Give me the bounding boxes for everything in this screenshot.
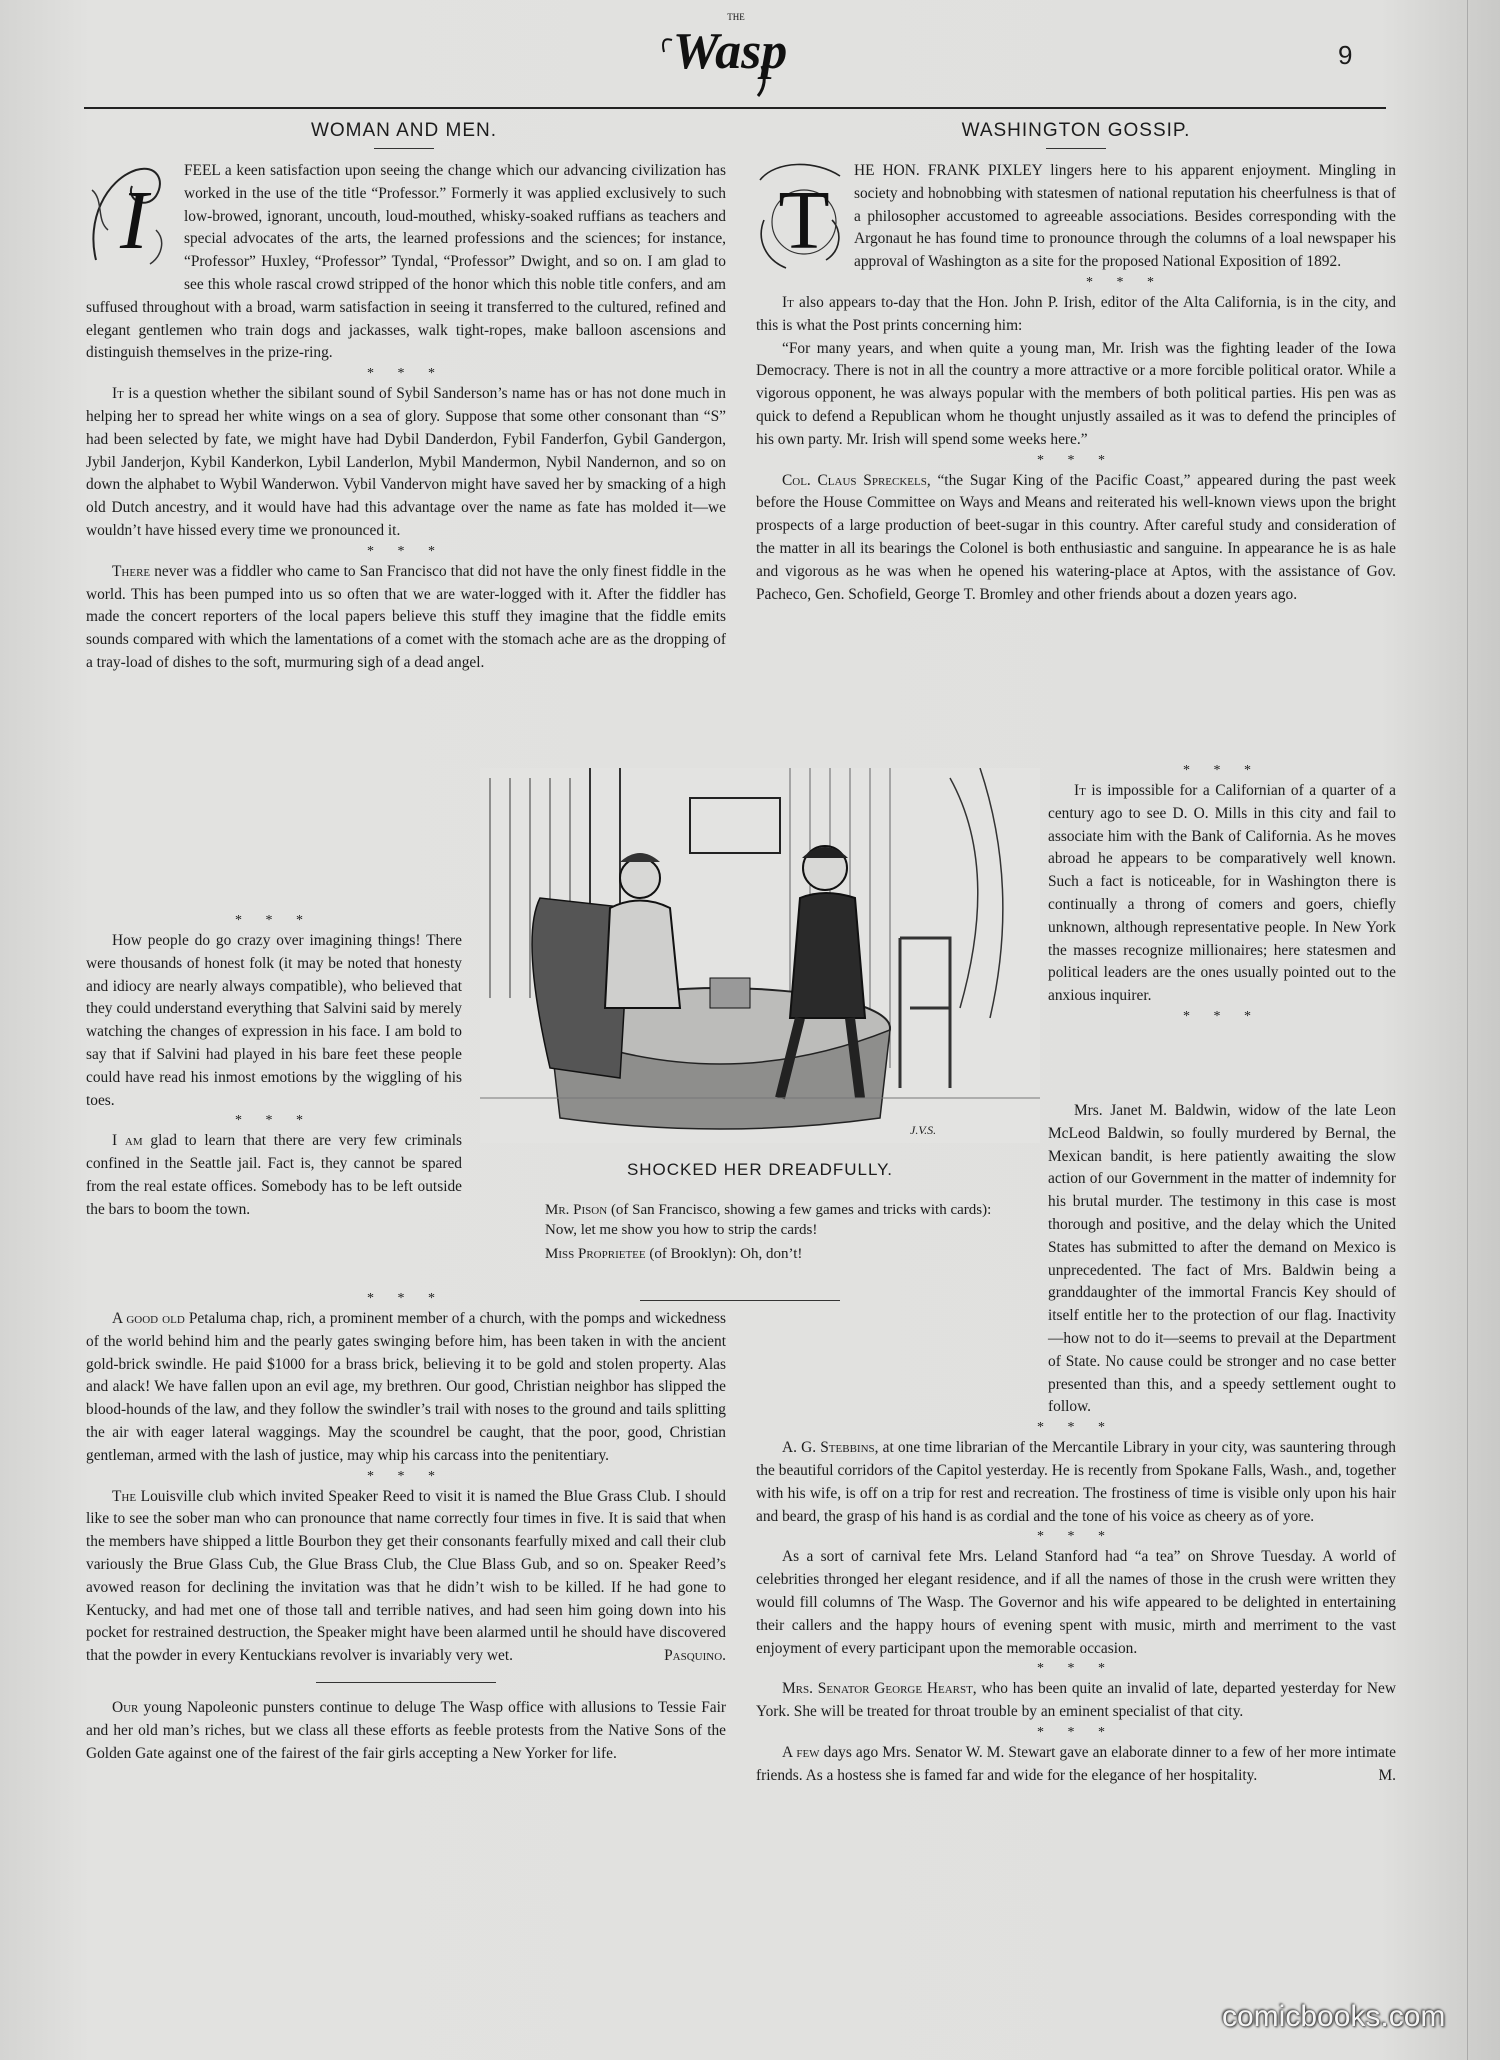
section-stars: * * * (1037, 1661, 1115, 1677)
paragraph: Mrs. Janet M. Baldwin, widow of the late Leon McLeod Baldwin, so foully murdered by Bernal, the Mexican bandit, is here patiently awaiting the slow action of our Government in the matter of indemnity for his brutal murder. The testimony in this case is most thorough and positive, and the delay which the United States has submitted to after the demand on Mexico is unprecedented. The fact of Mrs. Baldwin being a granddaughter of the immortal Francis Key should of itself entitle her to the protection of our flag. Inactivity—how not to do it—seems to prevail at the Department of State. No cause could be stronger and no case better presented than this, and a speedy settlement ought to follow. (1048, 1102, 1396, 1416)
right-column-lower (756, 1100, 1396, 1788)
section-stars: * * * (1037, 1529, 1115, 1545)
svg-text:I: I (120, 174, 148, 267)
svg-text:T: T (778, 174, 830, 267)
section-stars: * * * (1037, 1420, 1115, 1436)
svg-text:J.V.S.: J.V.S. (910, 1123, 937, 1137)
section-stars: * * * (235, 1113, 313, 1129)
watermark-text: comicbooks.com (1222, 2000, 1446, 2033)
wasp-masthead-logo (650, 6, 810, 98)
paragraph: It is impossible for a Californian of a quarter of a century ago to see D. O. Mills in this city and fail to associate him with the Bank of California. As he moves abroad he appears to be comparatively well known. Such a fact is noticeable, for in Washington there is continually a throng of comers and goers, chiefly unknown, although representative people. In New York the masses recognize millionaires; here statesmen and political leaders are the ones usually pointed out to the anxious inquirer. (1048, 782, 1396, 1005)
section-stars: * * * (1183, 763, 1261, 778)
paragraph: Mrs. Senator George Hearst, who has been quite an invalid of late, departed yesterday for New York. She will be treated for throat trouble by an eminent specialist of that city. (756, 1680, 1396, 1721)
paragraph: HE HON. FRANK PIXLEY lingers here to his apparent enjoyment. Mingling in society and hobnobbing with statesmen of national reputation his cheerfulness is that of a philosopher accustomed to agreeable associations. Besides corresponding with the Argonaut he has found time to pronounce through the columns of a loal newspaper his approval of Washington as a site for the proposed National Exposition of 1892. (854, 162, 1396, 271)
paragraph: The Louisville club which invited Speaker Reed to visit it is named the Blue Grass Club. I should like to see the sober man who can pronounce that name correctly four times in five. It is said that when the members have shipped a little Bourbon they get their consonants fearfully mixed and call their club variously the Brue Glass Cub, the Glue Brass Club, the Clue Blass Gub, and so on. Speaker Reed’s avowed reason for declining the invitation was that he didn’t wish to be killed. If he had gone to Kentucky, and had met one of those tall and terrible natives, and had seen him going down into his pocket for restrained destruction, the Speaker might have been alarmed until he should have discovered that the powder in every Kentuckians revolver is invariably very wet. Pasquino. (86, 1486, 726, 1668)
section-stars: * * * (1037, 452, 1115, 468)
paragraph: How people do go crazy over imagining things! There were thousands of honest folk (it may be noted that honesty and idiocy are nearly always compatible), who believed that they could understand everything that Salvini said by merely watching the changes of expression in his face. I am bold to say that if Salvini had played in his bare feet these people could have read his inmost emotions by the wiggling of his toes. (86, 932, 462, 1109)
illustration-card-game (480, 768, 1040, 1143)
section-stars: * * * (235, 913, 313, 928)
header-rule (84, 107, 1386, 109)
page-edge-line (1467, 0, 1468, 2060)
section-title-washington-gossip: WASHINGTON GOSSIP. (756, 120, 1396, 149)
paragraph: A few days ago Mrs. Senator W. M. Stewart gave an elaborate dinner to a few of her more intimate friends. As a hostess she is famed far and wide for the elegance of her hospitality. M. (756, 1742, 1396, 1788)
paragraph: It also appears to-day that the Hon. John P. Irish, editor of the Alta California, is in the city, and this is what the Post prints concerning him: (756, 293, 1396, 334)
section-stars: * * * (1037, 1724, 1115, 1740)
dialogue-line: Miss Proprietee (of Brooklyn): Oh, don’t! (545, 1246, 803, 1262)
section-stars: * * * (367, 366, 445, 382)
svg-text:THE: THE (727, 12, 745, 22)
ornamental-initial-i (86, 160, 174, 272)
right-column-upper (756, 160, 1396, 606)
signature-pasquino: Pasquino. (664, 1647, 726, 1665)
paragraph: As a sort of carnival fete Mrs. Leland Stanford had “a tea” on Shrove Tuesday. A world of celebrities thronged her elegant residence, and if all the names of those in the crush were written they would fill columns of The Wasp. The Governor and his wife appeared to be delighted in entertaining their callers and the happy hours of evening spent with music, mirth and merriment to the vast enjoyment of every participant upon the memorable occasion. (756, 1548, 1396, 1657)
svg-text:Wasp: Wasp (672, 23, 788, 80)
section-stars: * * * (1183, 1008, 1261, 1024)
paragraph: A good old Petaluma chap, rich, a prominent member of a church, with the pomps and wickedness of the world behind him and the pearly gates swinging before him, has been taken in with the ancient gold-brick swindle. He paid $1000 for a brass brick, believing it to be gold and stolen property. Alas and alack! We have fallen upon an evil age, my brethren. Our good, Christian neighbor has slipped the blood-hounds of the law, and they follow the swindler’s trail with noses to the ground and tails splitting the air with eager lateral waggings. May the scoundrel be caught, that the poor, good, Christian gentleman, armed with the lash of justice, may whip his carcass into the penitentiary. (86, 1310, 727, 1464)
right-column-narrow (1048, 762, 1396, 1026)
paragraph: Col. Claus Spreckels, “the Sugar King of the Pacific Coast,” appeared during the past week before the House Committee on Ways and Means and reiterated his well-known views upon the bright prospects of a large production of beet-sugar in this country. After careful study and consideration of the matter in all its bearings the Colonel is both enthusiastic and sanguine. In appearance he is as hale and vigorous as he was when he opened his watering-place at Aptos, with the assistance of Gov. Pacheco, Gen. Schofield, George T. Bromley and other friends about a dozen years ago. (756, 471, 1396, 603)
section-stars: * * * (367, 1468, 445, 1484)
left-column-upper (86, 160, 726, 675)
paragraph: I am glad to learn that there are very few criminals confined in the Seattle jail. Fact is, they cannot be spared from the real estate offices. Somebody has to be left outside the bars to boom the town. (86, 1132, 463, 1218)
left-column-narrow (86, 912, 462, 1222)
page-number: 9 (1338, 40, 1353, 70)
divider-rule (316, 1682, 496, 1683)
section-stars: * * * (367, 1291, 445, 1306)
signature-m: M. (1378, 1766, 1396, 1784)
paragraph: FEEL a keen satisfaction upon seeing the change which our advancing civilization has worked in the use of the title “Professor.” Formerly it was applied exclusively to such low-browed, ignorant, uncouth, loud-mouthed, whisky-soaked ruffians as teachers and special advocates of the arts, the learned professions and the sciences; for instance, “Professor” Huxley, “Professor” Tyndal, “Professor” Dwight, and so on. I am glad to see this whole rascal crowd stripped of the honor which this noble title confers, and am suffused throughout with a broad, warm satisfaction in seeing it transferred to the cultured, refined and elegant gentlemen who train dogs and jackasses, walk tight-ropes, make balloon ascensions and distinguish themselves in the prize-ring. (86, 162, 726, 362)
paragraph: “For many years, and when quite a young man, Mr. Irish was the fighting leader of the Iowa Democracy. There is not in all the country a more attractive or a more forcible political orator. While a vigorous opponent, he was always popular with the members of both political parties. His pen was as quick to defend a Republican whom he thought unjustly assailed as it was to defend the principles of his own party. Mr. Irish will spend some weeks here.” (756, 339, 1396, 448)
section-stars: * * * (367, 543, 445, 559)
paragraph: It is a question whether the sibilant sound of Sybil Sanderson’s name has or has not done much in helping her to spread her white wings on a sea of glory. Suppose that some other consonant than “S” had been selected by fate, we might have had Dybil Danderdon, Fybil Fanderfon, Gybil Gandergon, Jybil Janderjon, Kybil Kanderkon, Lybil Landerlon, Mybil Mandermon, Nybil Nandernon, and so on down the alphabet to Wybil Wanderwon. Vybil Vandervon might have saved her by smacking of a high old Dutch ancestry, and it would have had this advantage over the name as fate has molded it—we wouldn’t have hissed every time we pronounced it. (86, 385, 726, 539)
paragraph: Our young Napoleonic punsters continue to deluge The Wasp office with allusions to Tessie Fair and her old man’s riches, but we class all these efforts as feeble protests from the Native Sons of the Golden Gate against one of the fairest of the fair girls accepting a New Yorker for life. (86, 1698, 726, 1762)
paragraph: There never was a fiddler who came to San Francisco that did not have the only finest fiddle in the world. This has been pumped into us so often that we are water-logged with it. After the fiddler has made the concert reporters of the local papers believe this stuff they imagine that the fiddle emits sounds compared with which the lamentations of a comet with the stomach ache are as the dropping of a tray-load of dishes to the soft, murmuring sigh of a dead angel. (86, 562, 726, 671)
left-column-lower (86, 1290, 726, 1765)
paragraph: A. G. Stebbins, at one time librarian of the Mercantile Library in your city, was sauntering through the beautiful corridors of the Capitol yesterday. He is recently from Spokane Falls, Wash., and, together with his wife, is off on a trip for rest and recreation. The frostiness of time is visible only upon his hair and beard, the grasp of his hand is as cordial and the tone of his voice as cheery as of yore. (756, 1439, 1396, 1525)
ornamental-initial-t (756, 160, 844, 272)
section-stars: * * * (1086, 274, 1164, 290)
section-title-woman-and-men: WOMAN AND MEN. (84, 120, 724, 149)
dialogue-line: Mr. Pison (of San Francisco, showing a few games and tricks with cards): Now, let me show you how to strip the cards! (545, 1202, 992, 1238)
illustration-caption: SHOCKED HER DREADFULLY. (626, 1160, 894, 1179)
